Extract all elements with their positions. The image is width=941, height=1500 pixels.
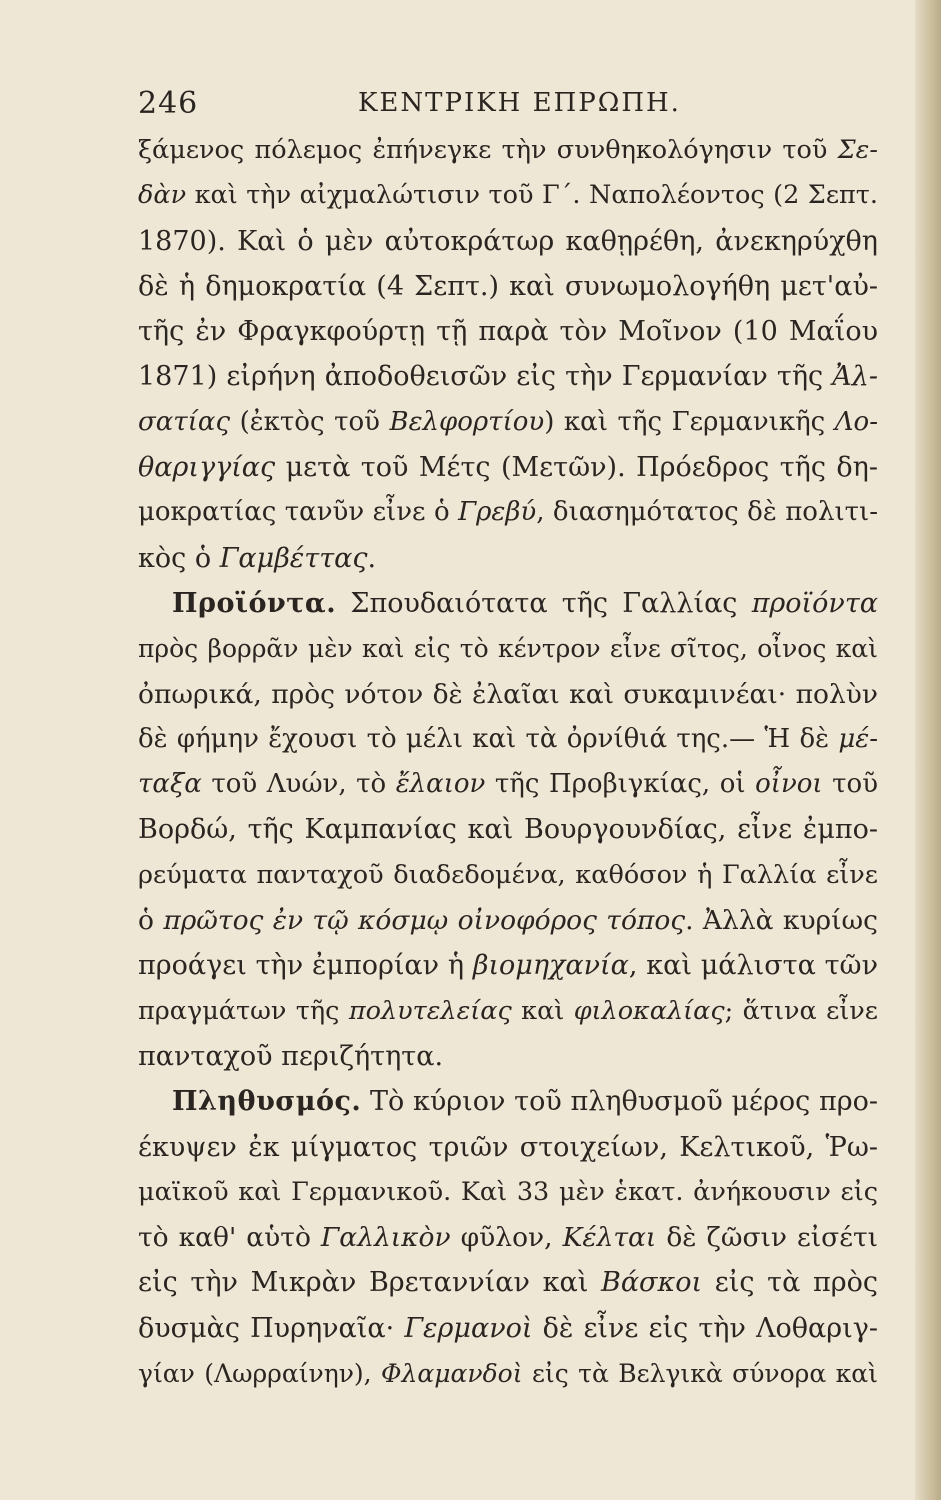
text-run: καὶ xyxy=(511,995,574,1026)
italic-run: Γαλλικὸν xyxy=(320,1222,451,1254)
page-header xyxy=(138,86,878,126)
italic-run: πρῶτος ἐν τῷ κόσμῳ οἰνοφόρος τόπος xyxy=(163,905,686,937)
text-run: ὀπωρικά, πρὸς νότον δὲ ἐλαῖαι καὶ συκαμινέαι· πολὺν xyxy=(138,678,878,710)
text-run: . xyxy=(367,542,377,574)
text-run: , διασημότατος δὲ πολιτι- xyxy=(536,497,879,528)
body-text xyxy=(138,128,878,1396)
text-run: ) καὶ τῆς Γερμανικῆς xyxy=(544,406,835,437)
italic-run: Φλαμανδοὶ xyxy=(381,1359,523,1389)
text-line xyxy=(138,173,878,218)
text-line xyxy=(138,309,878,354)
text-run: μοκρατίας τανῦν εἶνε ὁ xyxy=(138,497,459,528)
section-heading-population: Πληθυσμός. xyxy=(172,1086,362,1118)
text-line xyxy=(138,219,878,264)
text-run: τὸ καθ' αὑτὸ xyxy=(138,1222,321,1254)
text-run: κὸς ὁ xyxy=(138,542,220,574)
text-run: (ἐκτὸς τοῦ xyxy=(230,406,390,437)
italic-run: Λο- xyxy=(834,406,878,437)
text-run: πανταχοῦ περιζήτητα. xyxy=(138,1040,444,1072)
text-run: τοῦ xyxy=(822,769,879,800)
italic-run: πολυτελείας xyxy=(348,995,512,1026)
italic-run: Σε- xyxy=(837,135,878,165)
text-run: τῆς ἐν Φραγκφούρτῃ τῇ παρὰ τὸν Μοῖνον (10 Μαΐου xyxy=(138,316,878,348)
page-number: 246 xyxy=(138,86,199,121)
text-line xyxy=(138,853,878,898)
section-heading-products: Προϊόντα. xyxy=(172,587,337,619)
text-run: . Ἀλλὰ κυρίως xyxy=(685,905,878,937)
text-run xyxy=(336,588,878,619)
text-line xyxy=(138,128,878,173)
italic-run: μέ- xyxy=(838,723,878,754)
text-run: ξάμενος πόλεμος ἐπήνεγκε τὴν συνθηκολόγησιν τοῦ xyxy=(138,135,838,165)
text-run xyxy=(361,1086,878,1117)
text-run: πρὸς βορρᾶν μὲν καὶ εἰς τὸ κέντρον εἶνε σῖτος, οἶνος καὶ xyxy=(138,634,878,664)
text-run: φῦλον, xyxy=(450,1222,563,1254)
italic-run: Ἀλ- xyxy=(832,361,878,393)
italic-run: δὰν xyxy=(138,180,187,211)
text-line xyxy=(138,1125,878,1170)
text-line xyxy=(138,762,878,807)
text-line xyxy=(138,717,878,762)
text-line xyxy=(138,1215,878,1260)
text-run: 1870). Καὶ ὁ μὲν αὐτοκράτωρ καθῃρέθη, ἀνεκηρύχθη xyxy=(138,225,878,257)
text-line xyxy=(138,898,878,943)
text-line xyxy=(138,581,878,626)
italic-run: Βάσκοι xyxy=(600,1267,703,1299)
text-run: 1871) εἰρήνη ἀποδοθεισῶν εἰς τὴν Γερμανίαν τῆς xyxy=(138,361,833,393)
italic-run: σατίας xyxy=(138,406,231,437)
text-run: δὲ ζῶσιν εἰσέτι xyxy=(656,1222,879,1254)
text-line xyxy=(138,1079,878,1124)
text-line xyxy=(138,354,878,399)
text-run: δὲ ἡ δημοκρατία (4 Σεπτ.) καὶ συνωμολογήθη μετ'αὐ- xyxy=(138,270,878,302)
italic-run: Γερμανοὶ xyxy=(404,1312,533,1344)
text-line xyxy=(138,536,878,581)
running-title: ΚΕΝΤΡΙΚΗ ΕΠΡΩΠΗ. xyxy=(358,88,681,118)
text-run: Σπουδαιότατα τῆς Γαλλίας xyxy=(336,587,752,619)
text-run: πραγμάτων τῆς xyxy=(138,995,349,1026)
text-run: καὶ τὴν αἰχμαλώτισιν τοῦ Γ΄. Ναπολέοντος (2 Σεπτ. xyxy=(186,180,878,211)
italic-run: Γαμβέττας xyxy=(219,542,368,574)
text-line xyxy=(138,1351,878,1396)
italic-run: προϊόντα xyxy=(751,587,878,619)
text-run: εἰς τὴν Μικρὰν Βρεταννίαν καὶ xyxy=(138,1267,601,1299)
text-run: ρεύματα πανταχοῦ διαδεδομένα, καθόσον ἡ Γαλλία εἶνε xyxy=(138,859,878,890)
italic-run: οἶνοι xyxy=(755,769,823,800)
text-run: προάγει τὴν ἐμπορίαν ἡ xyxy=(138,950,473,982)
text-run: έκυψεν ἐκ μίγματος τριῶν στοιχείων, Κελτικοῦ, Ῥω- xyxy=(138,1131,878,1163)
text-run: μετὰ τοῦ Μέτς (Μετῶν). Πρόεδρος τῆς δη- xyxy=(275,452,878,484)
text-run: τῆς Προβιγκίας, οἱ xyxy=(485,769,756,800)
text-run: εἰς τὰ Βελγικὰ σύνορα καὶ xyxy=(522,1359,878,1389)
italic-run: Βελφορτίου xyxy=(389,406,545,437)
italic-run: ταξα xyxy=(138,769,202,800)
italic-run: Γρεβύ xyxy=(458,497,537,528)
italic-run: φιλοκαλίας xyxy=(573,995,725,1026)
text-run: Βορδώ, τῆς Καμπανίας καὶ Βουργουνδίας, εἶνε ἐμπο- xyxy=(138,814,878,846)
italic-run: Κέλται xyxy=(562,1222,657,1254)
text-run: εἰς τὰ πρὸς xyxy=(702,1267,879,1299)
text-run: , καὶ μάλιστα τῶν xyxy=(628,950,878,982)
text-line xyxy=(138,445,878,490)
text-line xyxy=(138,490,878,535)
text-run: μαϊκοῦ καὶ Γερμανικοῦ. Καὶ 33 μὲν ἑκατ. ἀνήκουσιν εἰς xyxy=(138,1176,878,1207)
text-run: Τὸ κύριον τοῦ πληθυσμοῦ μέρος προ- xyxy=(361,1086,878,1118)
text-run: ; ἅτινα εἶνε xyxy=(724,995,878,1026)
text-line xyxy=(138,1260,878,1305)
text-line xyxy=(138,1170,878,1215)
italic-run: βιομηχανία xyxy=(472,950,629,982)
text-line xyxy=(138,672,878,717)
text-line xyxy=(138,1306,878,1351)
text-run: τοῦ Λυών, τὸ xyxy=(201,769,396,800)
text-line xyxy=(138,943,878,988)
italic-run: ἔλαιον xyxy=(395,769,486,800)
text-line xyxy=(138,989,878,1034)
text-run: δυσμὰς Πυρηναῖα· xyxy=(138,1312,405,1344)
text-line xyxy=(138,400,878,445)
text-line xyxy=(138,1034,878,1079)
text-line xyxy=(138,807,878,852)
text-run: δὲ φήμην ἔχουσι τὸ μέλι καὶ τὰ ὀρνίθιά της.— Ἡ δὲ xyxy=(138,723,839,754)
page-edge xyxy=(915,0,941,1500)
text-run: ὁ xyxy=(138,905,164,937)
text-line xyxy=(138,626,878,671)
text-run: δὲ εἶνε εἰς τὴν Λοθαριγ- xyxy=(532,1312,878,1344)
text-line xyxy=(138,264,878,309)
text-run: γίαν (Λωρραίνην), xyxy=(138,1359,382,1389)
italic-run: θαριγγίας xyxy=(138,452,276,484)
